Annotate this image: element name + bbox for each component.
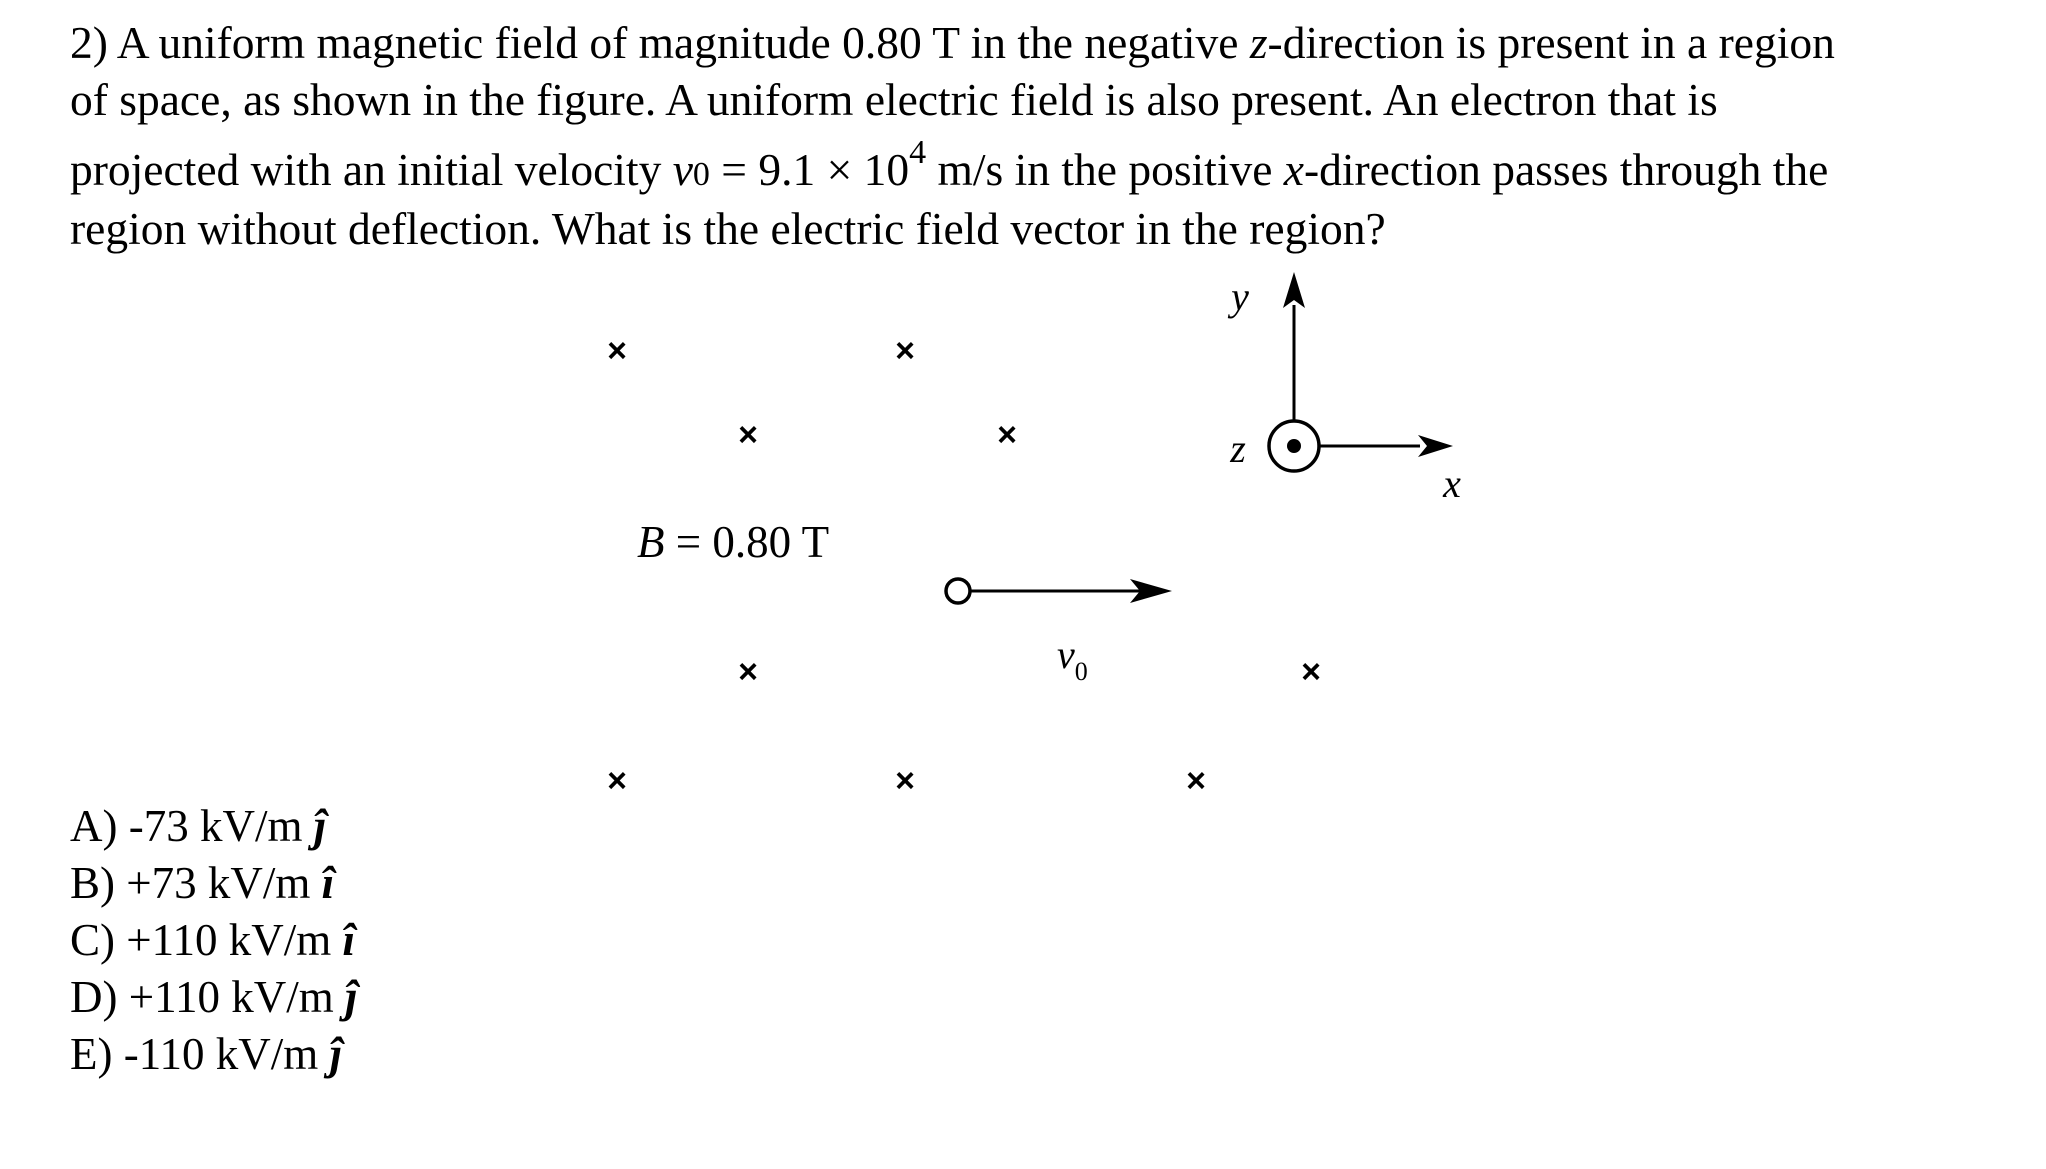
choice-text: -73 kV/m <box>128 801 314 851</box>
field-cross-icon: × <box>607 762 627 800</box>
x-axis-arrowhead-icon <box>1418 435 1453 457</box>
choice-text: +110 kV/m <box>128 972 345 1022</box>
field-cross-icon: × <box>895 762 915 800</box>
question-exponent: 4 <box>909 134 927 171</box>
question-line-2: of space, as shown in the figure. A uniform electric field is also present. An electron that is <box>70 74 1718 125</box>
y-axis-label: y <box>1231 274 1249 319</box>
unit-vector: î <box>342 915 355 965</box>
choice-letter: C) <box>70 915 115 965</box>
field-cross-icon: × <box>1186 762 1206 800</box>
question-line-3-a: projected with an initial velocity <box>70 144 673 195</box>
question-line-4: region without deflection. What is the electric field vector in the region? <box>70 203 1386 254</box>
z-axis-label: z <box>1230 426 1246 471</box>
field-magnitude-label: B = 0.80 T <box>637 517 830 567</box>
out-of-page-dot-icon <box>1287 439 1301 453</box>
field-cross-icon: × <box>997 416 1017 454</box>
choice-text: -110 kV/m <box>123 1029 330 1079</box>
question-line-1-end: -direction is present in a region <box>1267 17 1835 68</box>
field-cross-icon: × <box>1301 653 1321 691</box>
x-axis-label: x <box>1443 461 1461 506</box>
choice-letter: E) <box>70 1029 113 1079</box>
answer-choices <box>70 798 357 1083</box>
question-z-symbol: z <box>1249 17 1268 68</box>
y-axis-arrowhead-icon <box>1283 272 1305 308</box>
field-cross-icon: × <box>895 332 915 370</box>
choice-letter: B) <box>70 858 115 908</box>
question-x-symbol: x <box>1283 144 1304 195</box>
answer-choice-b <box>70 855 357 912</box>
unit-vector: î <box>321 858 335 908</box>
answer-choice-e <box>70 1026 357 1083</box>
electron-velocity-arrow <box>946 579 1172 603</box>
question-velocity-symbol: v <box>672 144 693 195</box>
unit-vector: ĵ <box>313 801 327 851</box>
question-velocity-subscript: 0 <box>692 156 710 193</box>
field-cross-icon: × <box>607 332 627 370</box>
question-number: 2) <box>70 17 108 68</box>
question-line-3-c: m/s in the positive <box>926 144 1284 195</box>
velocity-label: $v_0$ <box>1057 632 1088 686</box>
field-cross-icon: × <box>738 416 758 454</box>
electron-icon <box>946 579 970 603</box>
coordinate-axes <box>1227 272 1461 506</box>
choice-letter: D) <box>70 972 118 1022</box>
answer-choice-c <box>70 912 357 969</box>
unit-vector: ĵ <box>329 1029 343 1079</box>
answer-choice-a <box>70 798 357 855</box>
choice-text: +110 kV/m <box>126 915 343 965</box>
answer-choice-d <box>70 969 357 1026</box>
question-line-3-b: = 9.1 × 10 <box>709 144 910 195</box>
question-line-1-text: A uniform magnetic field of magnitude 0.80 T in the negative <box>116 17 1250 68</box>
question-line-3-d: -direction passes through the <box>1303 144 1829 195</box>
field-cross-icon: × <box>738 653 758 691</box>
unit-vector: ĵ <box>344 972 358 1022</box>
choice-letter: A) <box>70 801 118 851</box>
choice-text: +73 kV/m <box>126 858 322 908</box>
